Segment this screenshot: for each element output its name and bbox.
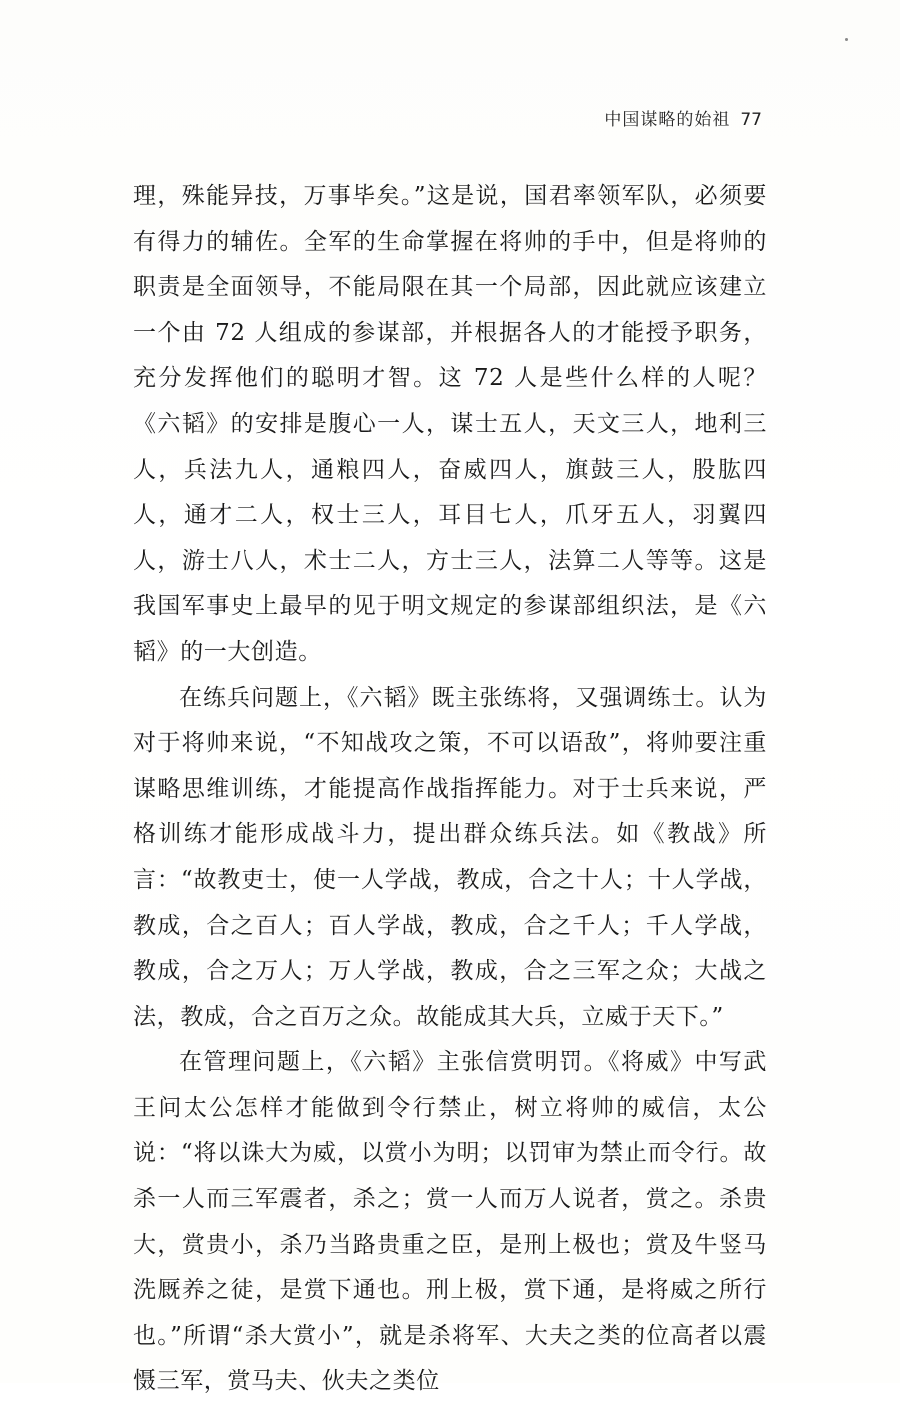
- scan-speck: [845, 38, 848, 41]
- running-header: [604, 105, 762, 130]
- paragraph-training: 在练兵问题上，《六韬》既主张练将，又强调练士。认为对于将帅来说，“不知战攻之策，不可以语敌”，将帅要注重谋略思维训练，才能提高作战指挥能力。对于士兵来说，严格训练才能形成战斗力，提出群众练兵法。如《教战》所言：“故教吏士，使一人学战，教成，合之十人；十人学战，教成，合之百人；百人学战，教成，合之千人；千人学战，教成，合之万人；万人学战，教成，合之三军之众；大战之法，教成，合之百万之众。故能成其大兵，立威于天下。”: [133, 684, 767, 1030]
- paragraph-management: 在管理问题上，《六韬》主张信赏明罚。《将威》中写武王问太公怎样才能做到令行禁止，树立将帅的威信，太公说：“将以诛大为威，以赏小为明；以罚审为禁止而令行。故杀一人而三军震者，杀之；赏一人而万人说者，赏之。杀贵大，赏贵小，杀乃当路贵重之臣，是刑上极也；赏及牛竖马洗厩养之徒，是赏下通也。刑上极，赏下通，是将威之所行也。”所谓“杀大赏小”，就是杀将军、大夫之类的位高者以震慑三军，赏马夫、伙夫之类位: [133, 1049, 767, 1395]
- page-number: 77: [740, 110, 762, 130]
- paragraph-continued: 理，殊能异技，万事毕矣。”这是说，国君率领军队，必须要有得力的辅佐。全军的生命掌握在将帅的手中，但是将帅的职责是全面领导，不能局限在其一个局部，因此就应该建立一个由 72 人组成的参谋部，并根据各人的才能授予职务，充分发挥他们的聪明才智。这 72 人是些什么样的人呢？《六韬》的安排是腹心一人，谋士五人，天文三人，地利三人，兵法九人，通粮四人，奋威四人，旗鼓三人，股肱四人，通才二人，权士三人，耳目七人，爪牙五人，羽翼四人，游士八人，术士二人，方士三人，法算二人等等。这是我国军事史上最早的见于明文规定的参谋部组织法，是《六韬》的一大创造。: [133, 183, 767, 665]
- chapter-title: 中国谋略的始祖: [604, 110, 731, 130]
- body-text: [133, 174, 767, 1405]
